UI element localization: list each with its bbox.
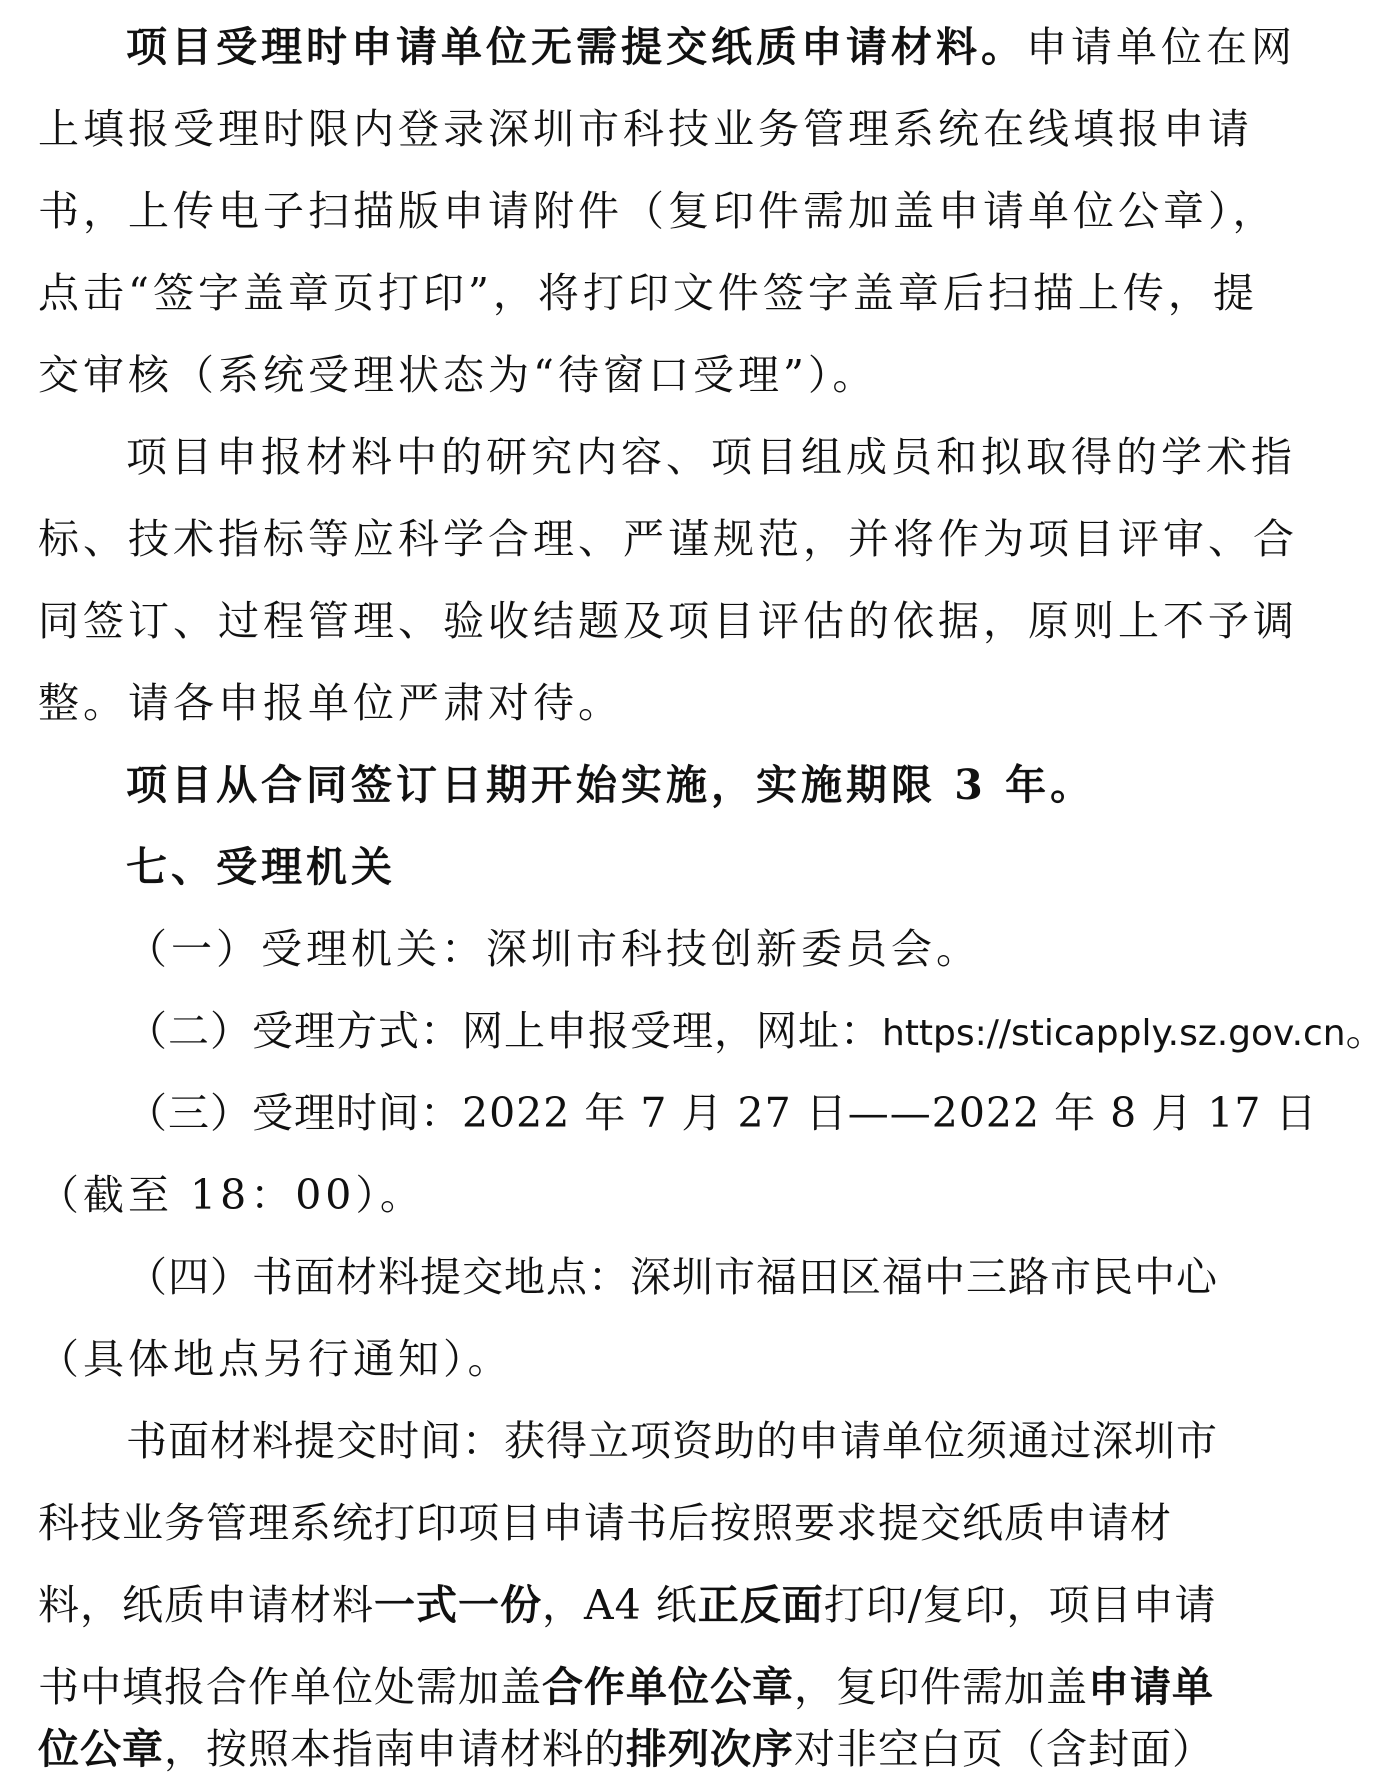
paragraph1-line2: 上填报受理时限内登录深圳市科技业务管理系统在线填报申请 — [38, 105, 1253, 153]
paragraph4-line5-text-d: 对非空白页（含封面） — [794, 1725, 1214, 1773]
section7-item4-line2: （具体地点另行通知）。 — [38, 1335, 513, 1383]
paragraph4-line3-text-c: ，A4 纸 — [542, 1581, 698, 1629]
section7-item3-line1: （三）受理时间：2022 年 7 月 27 日——2022 年 8 月 17 日 — [126, 1089, 1318, 1137]
paragraph1-line5: 交审核（系统受理状态为“待窗口受理”）。 — [38, 351, 878, 399]
paragraph4-line5-text-b: ，按照本指南申请材料的 — [164, 1725, 626, 1773]
section7-item2-label: （二）受理方式：网上申报受理，网址： — [126, 1007, 882, 1055]
paragraph4-line4-bold-applicant: 申请单 — [1088, 1663, 1214, 1711]
section7-item4-line1: （四）书面材料提交地点：深圳市福田区福中三路市民中心 — [126, 1253, 1218, 1301]
paragraph2-line4: 整。请各申报单位严肃对待。 — [38, 679, 623, 727]
paragraph4-line3 — [38, 1580, 1270, 1630]
paragraph4-line5 — [38, 1724, 1270, 1774]
paragraph1-line1 — [126, 22, 1296, 72]
paragraph1-line3: 书，上传电子扫描版申请附件（复印件需加盖申请单位公章）， — [38, 187, 1278, 235]
paragraph1-bold-lead: 项目受理时申请单位无需提交纸质申请材料。 — [126, 23, 1026, 71]
paragraph2-line3: 同签订、过程管理、验收结题及项目评估的依据，原则上不予调 — [38, 597, 1298, 645]
application-url-link[interactable]: https://sticapply.sz.gov.cn — [882, 1013, 1346, 1054]
section7-item2-end: 。 — [1345, 1007, 1388, 1055]
paragraph4-line1: 书面材料提交时间：获得立项资助的申请单位须通过深圳市 — [126, 1417, 1218, 1465]
paragraph4-line5-bold-seal: 位公章 — [38, 1725, 164, 1773]
section7-item3-line2: （截至 18：00）。 — [38, 1171, 425, 1219]
section7-heading: 七、受理机关 — [126, 843, 396, 891]
paragraph4-line3-text-e: 打印/复印，项目申请 — [823, 1581, 1217, 1629]
paragraph4-line5-bold-order: 排列次序 — [626, 1725, 794, 1773]
paragraph2-line1: 项目申报材料中的研究内容、项目组成员和拟取得的学术指 — [126, 433, 1296, 481]
section7-item2 — [126, 1006, 1388, 1056]
paragraph4-line3-bold-duplex: 正反面 — [697, 1581, 824, 1629]
section7-item1: （一）受理机关：深圳市科技创新委员会。 — [126, 925, 981, 973]
paragraph3-line1: 项目从合同签订日期开始实施，实施期限 3 年。 — [126, 761, 1096, 809]
paragraph1-line1-rest: 申请单位在网 — [1026, 23, 1296, 71]
paragraph4-line3-text-a: 料，纸质申请材料 — [38, 1581, 374, 1629]
paragraph4-line4-bold-partner-seal: 合作单位公章 — [542, 1663, 794, 1711]
paragraph4-line4-text-a: 书中填报合作单位处需加盖 — [38, 1663, 542, 1711]
paragraph4-line2: 科技业务管理系统打印项目申请书后按照要求提交纸质申请材 — [38, 1499, 1172, 1547]
paragraph4-line3-bold-copies: 一式一份 — [374, 1581, 542, 1629]
paragraph1-line4: 点击“签字盖章页打印”，将打印文件签字盖章后扫描上传，提 — [38, 269, 1258, 317]
paragraph4-line4 — [38, 1662, 1270, 1712]
paragraph2-line2: 标、技术指标等应科学合理、严谨规范，并将作为项目评审、合 — [38, 515, 1298, 563]
paragraph4-line4-text-c: ，复印件需加盖 — [794, 1663, 1088, 1711]
